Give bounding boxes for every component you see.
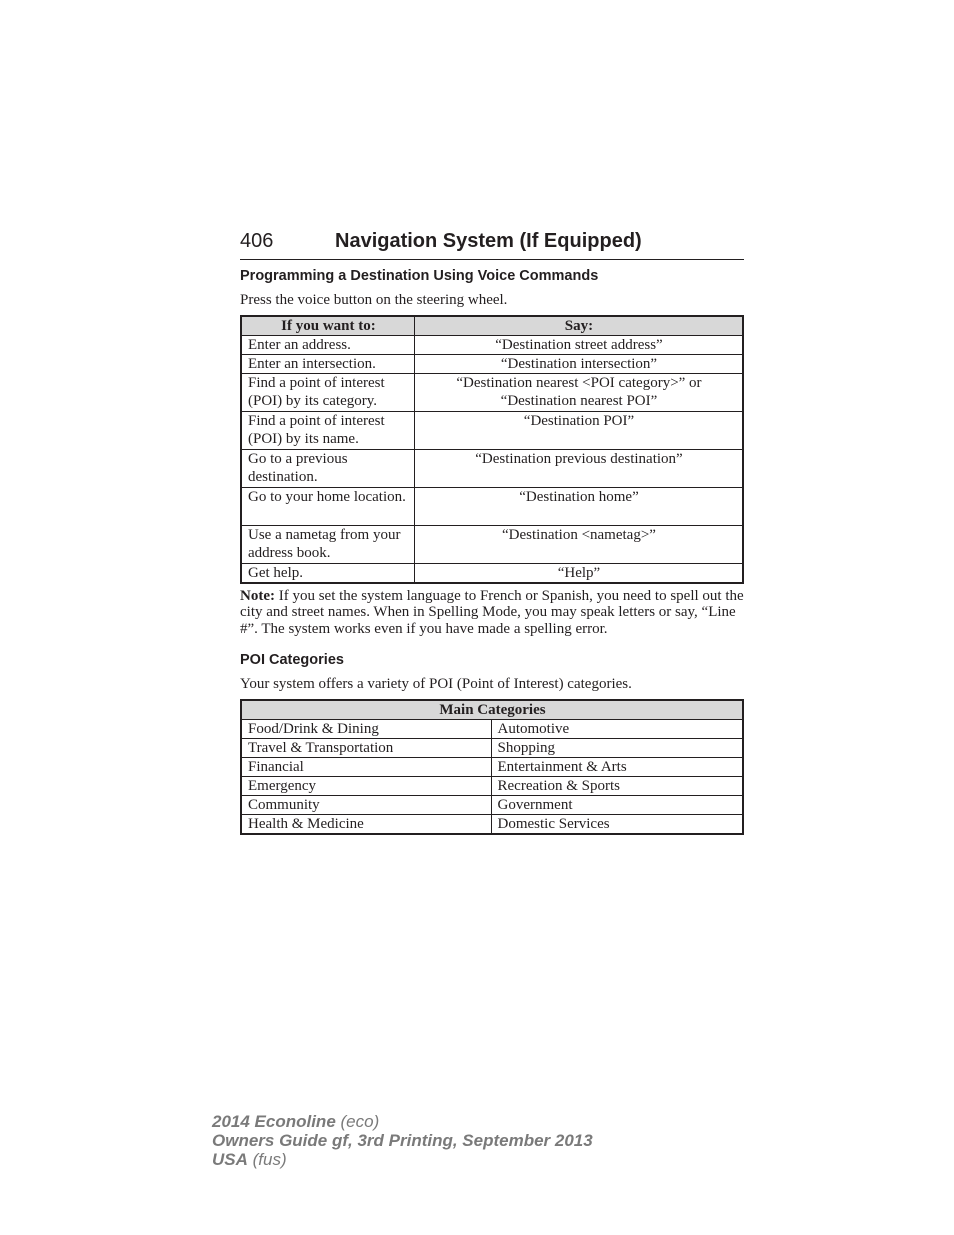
table-row bbox=[241, 487, 743, 525]
action-cell: Go to your home location. bbox=[241, 487, 414, 525]
say-cell: “Destination <nametag>” bbox=[414, 525, 743, 563]
category-cell: Government bbox=[491, 795, 743, 814]
table-row bbox=[241, 373, 743, 411]
table-row bbox=[241, 449, 743, 487]
footer-model: 2014 Econoline bbox=[212, 1112, 336, 1131]
note-text: If you set the system language to French or Spanish, you need to spell out the city and street names. When in Spelling Mode, you may speak letters or say, “Line #”. The system works even if you have made a spelling error. bbox=[240, 587, 744, 637]
table-row bbox=[241, 795, 743, 814]
say-cell: “Destination street address” bbox=[414, 335, 743, 354]
category-cell: Community bbox=[241, 795, 491, 814]
section-heading-voice-commands: Programming a Destination Using Voice Commands bbox=[240, 268, 599, 284]
poi-intro-text: Your system offers a variety of POI (Point of Interest) categories. bbox=[240, 676, 632, 692]
table-row bbox=[241, 738, 743, 757]
note-paragraph bbox=[240, 588, 744, 638]
category-cell: Health & Medicine bbox=[241, 814, 491, 834]
table-header-row bbox=[241, 700, 743, 720]
note-label: Note: bbox=[240, 587, 275, 604]
main-categories-header: Main Categories bbox=[241, 700, 743, 720]
footer-region-line bbox=[212, 1150, 593, 1169]
footer-guide-line: Owners Guide gf, 3rd Printing, September 2013 bbox=[212, 1131, 593, 1150]
column-header-action: If you want to: bbox=[241, 316, 414, 336]
table-row bbox=[241, 563, 743, 583]
say-cell: “Destination home” bbox=[414, 487, 743, 525]
voice-intro-text: Press the voice button on the steering wheel. bbox=[240, 292, 508, 308]
category-cell: Travel & Transportation bbox=[241, 738, 491, 757]
chapter-title: Navigation System (If Equipped) bbox=[335, 230, 642, 252]
action-cell: Enter an intersection. bbox=[241, 354, 414, 373]
footer-region-code: (fus) bbox=[247, 1150, 287, 1169]
table-row bbox=[241, 757, 743, 776]
column-header-say: Say: bbox=[414, 316, 743, 336]
table-row bbox=[241, 814, 743, 834]
page-header bbox=[240, 228, 744, 260]
action-cell: Enter an address. bbox=[241, 335, 414, 354]
category-cell: Emergency bbox=[241, 776, 491, 795]
footer-region: USA bbox=[212, 1150, 248, 1169]
say-cell: “Destination nearest <POI category>” or “Destination nearest POI” bbox=[414, 373, 743, 411]
table-row bbox=[241, 776, 743, 795]
say-cell: “Destination previous destination” bbox=[414, 449, 743, 487]
page-footer bbox=[212, 1112, 593, 1169]
action-cell: Find a point of interest (POI) by its category. bbox=[241, 373, 414, 411]
page-content bbox=[240, 266, 744, 835]
say-cell: “Destination intersection” bbox=[414, 354, 743, 373]
category-cell: Food/Drink & Dining bbox=[241, 719, 491, 738]
footer-model-line bbox=[212, 1112, 593, 1131]
voice-commands-table bbox=[240, 315, 744, 584]
table-row bbox=[241, 411, 743, 449]
action-cell: Get help. bbox=[241, 563, 414, 583]
category-cell: Recreation & Sports bbox=[491, 776, 743, 795]
category-cell: Automotive bbox=[491, 719, 743, 738]
say-cell: “Help” bbox=[414, 563, 743, 583]
action-cell: Go to a previous destination. bbox=[241, 449, 414, 487]
poi-categories-table bbox=[240, 699, 744, 835]
action-cell: Use a nametag from your address book. bbox=[241, 525, 414, 563]
footer-model-code: (eco) bbox=[335, 1112, 380, 1131]
category-cell: Financial bbox=[241, 757, 491, 776]
table-row bbox=[241, 719, 743, 738]
page-number: 406 bbox=[240, 230, 274, 252]
table-header-row bbox=[241, 316, 743, 336]
say-cell: “Destination POI” bbox=[414, 411, 743, 449]
category-cell: Entertainment & Arts bbox=[491, 757, 743, 776]
action-cell: Find a point of interest (POI) by its name. bbox=[241, 411, 414, 449]
table-row bbox=[241, 354, 743, 373]
table-row bbox=[241, 525, 743, 563]
table-row bbox=[241, 335, 743, 354]
category-cell: Domestic Services bbox=[491, 814, 743, 834]
section-heading-poi-categories: POI Categories bbox=[240, 652, 344, 668]
category-cell: Shopping bbox=[491, 738, 743, 757]
